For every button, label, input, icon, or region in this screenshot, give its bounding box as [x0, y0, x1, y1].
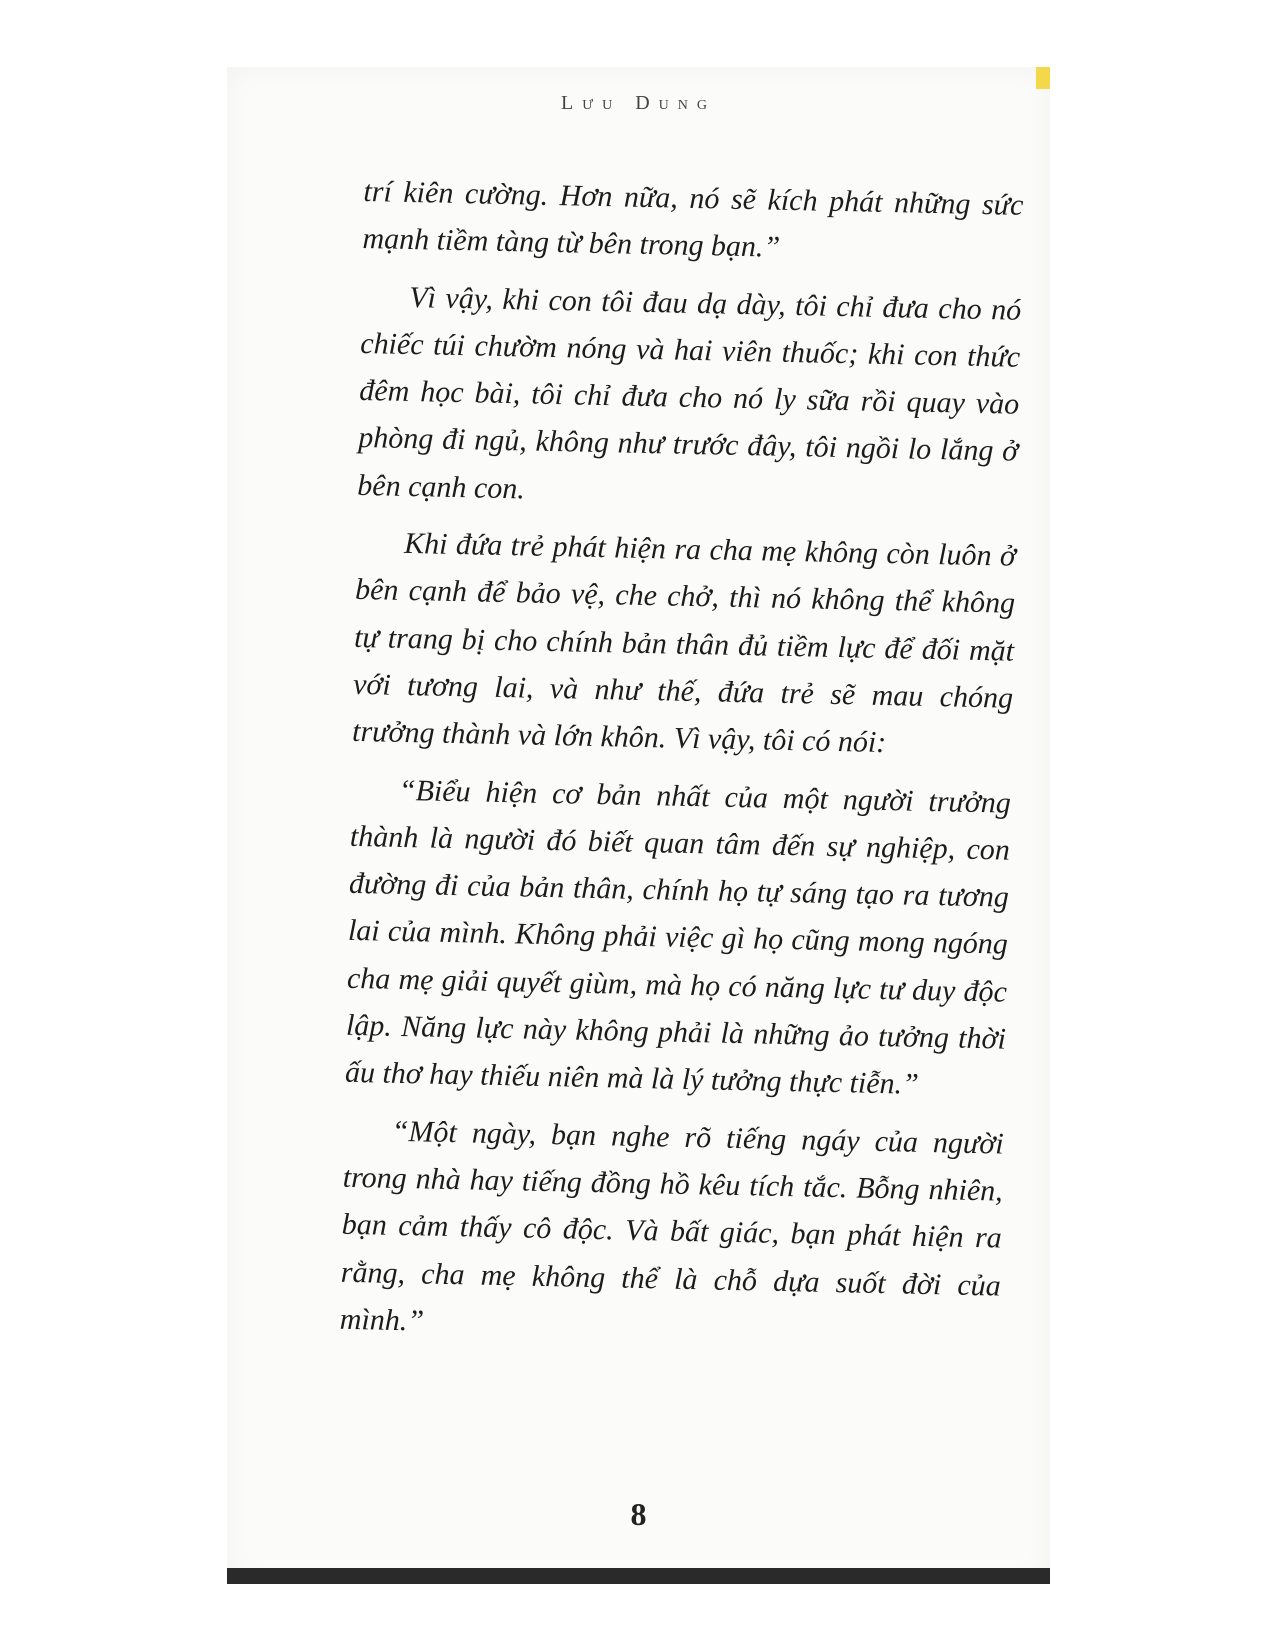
paragraph-4-quote: “Biểu hiện cơ bản nhất của một người trưởng thành là người đó biết quan tâm đến sự nghiệp, con đường đi của bản thân, chính họ tự sáng tạo ra tương lai của mình. Không phải việc gì họ cũng mong ngóng cha mẹ giải quyết giùm, mà họ có năng lực tư duy độc lập. Năng lực này không phải là những ảo tưởng thời ấu thơ hay thiếu niên mà là lý tưởng thực tiễn.”: [344, 773, 1012, 1102]
paragraph-3: Khi đứa trẻ phát hiện ra cha mẹ không còn luôn ở bên cạnh để bảo vệ, che chở, thì nó không thể không tự trang bị cho chính bản thân đủ tiềm lực để đối mặt với tương lai, và như thế, đứa trẻ sẽ mau chóng trưởng thành và lớn khôn. Vì vậy, tôi có nói:: [351, 527, 1017, 760]
running-head-author: Lưu Dung: [561, 92, 716, 114]
body-text: [339, 168, 1024, 1367]
paragraph-5-quote: “Một ngày, bạn nghe rõ tiếng ngáy của người trong nhà hay tiếng đồng hồ kêu tích tắc. Bỗng nhiên, bạn cảm thấy cô độc. Và bất giác, bạn phát hiện ra rằng, cha mẹ không thể là chỗ dựa suốt đời của mình.”: [339, 1114, 1005, 1338]
yellow-cover-edge: [1036, 67, 1050, 89]
page-number: 8: [630, 1496, 647, 1532]
paragraph-1: trí kiên cường. Hơn nữa, nó sẽ kích phát những sức mạnh tiềm tàng từ bên trong bạn.”: [362, 174, 1024, 265]
page-bottom-edge: [227, 1568, 1050, 1584]
paragraph-2: Vì vậy, khi con tôi đau dạ dày, tôi chỉ đưa cho nó chiếc túi chườm nóng và hai viên thuốc; khi con thức đêm học bài, tôi chỉ đưa cho nó ly sữa rồi quay vào phòng đi ngủ, không như trước đây, tôi ngồi lo lắng ở bên cạnh con.: [357, 280, 1022, 506]
